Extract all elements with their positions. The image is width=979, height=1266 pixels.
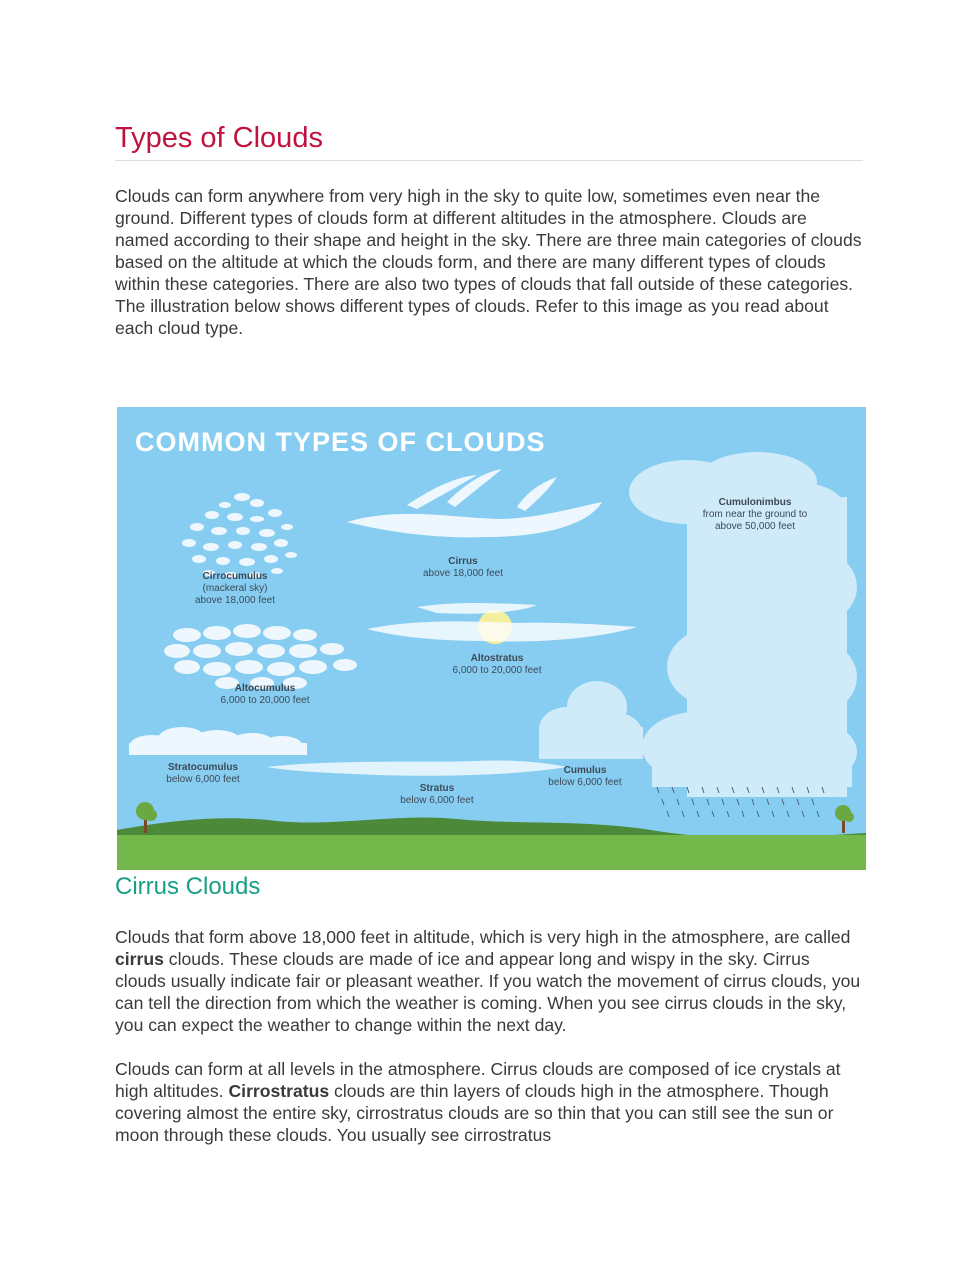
text-segment: Clouds can form at all levels in the atmosphere. Cirrus clouds are composed of ice crystals at high altitudes. bbox=[115, 1059, 841, 1101]
cirrus-altitude: above 18,000 feet bbox=[422, 568, 504, 579]
cumulus-name: Cumulus bbox=[563, 765, 607, 776]
cumulonimbus-altitude: above 50,000 feet bbox=[714, 521, 796, 532]
cumulus-altitude: below 6,000 feet bbox=[548, 777, 622, 788]
cumulonimbus-name: Cumulonimbus bbox=[718, 497, 792, 508]
stratocumulus-name: Stratocumulus bbox=[167, 762, 239, 773]
cirrocumulus-altitude: above 18,000 feet bbox=[194, 595, 276, 606]
illustration-heading: COMMON TYPES OF CLOUDS bbox=[135, 427, 546, 457]
grass bbox=[117, 835, 866, 870]
cumulonimbus-sub: from near the ground to bbox=[702, 509, 808, 520]
bold-term: Cirrostratus bbox=[228, 1081, 330, 1101]
cirrocumulus-sub: (mackeral sky) bbox=[202, 583, 268, 594]
cirrocumulus-name: Cirrocumulus bbox=[202, 571, 268, 582]
cirrostratus-paragraph bbox=[115, 1058, 865, 1146]
intro-paragraph: Clouds can form anywhere from very high in the sky to quite low, sometimes even near the ground. Different types of clouds form at different altitudes in the atmosphere. Clouds are named according to their shape and height in the sky. There are three main categories of clouds based on the altitude at which the clouds form, and there are many different types of clouds within these categories. There are also two types of clouds that fall outside of these categories. The illustration below shows different types of clouds. Refer to this image as you read about each cloud type. bbox=[115, 186, 862, 338]
altocumulus-name: Altocumulus bbox=[234, 683, 296, 694]
cirrus-name: Cirrus bbox=[448, 556, 478, 567]
altostratus-altitude: 6,000 to 20,000 feet bbox=[452, 665, 542, 676]
title-divider bbox=[115, 160, 863, 161]
stratus-name: Stratus bbox=[419, 783, 455, 794]
text-segment: Clouds that form above 18,000 feet in altitude, which is very high in the atmosphere, are called bbox=[115, 927, 851, 947]
text-segment: clouds are thin layers of clouds high in the atmosphere. Though covering almost the entire sky, cirrostratus clouds are so thin that you can still see the sun or moon through these clouds. You usually see cirrostratus bbox=[115, 1081, 834, 1145]
altocumulus-altitude: 6,000 to 20,000 feet bbox=[220, 695, 310, 706]
text-segment: clouds. These clouds are made of ice and appear long and wispy in the sky. Cirrus clouds usually indicate fair or pleasant weather. If you watch the movement of cirrus clouds, you can tell the direction from which the weather is coming. When you see cirrus clouds in the sky, you can expect the weather to change within the next day. bbox=[115, 949, 861, 1035]
stratocumulus-altitude: below 6,000 feet bbox=[166, 774, 240, 785]
section-heading: Cirrus Clouds bbox=[115, 873, 261, 900]
altostratus-name: Altostratus bbox=[470, 653, 524, 664]
page-title: Types of Clouds bbox=[115, 122, 323, 154]
cloud-types-illustration bbox=[117, 407, 866, 870]
cirrus-paragraph bbox=[115, 926, 865, 1036]
bold-term: cirrus bbox=[115, 949, 164, 969]
stratus-altitude: below 6,000 feet bbox=[400, 795, 474, 806]
